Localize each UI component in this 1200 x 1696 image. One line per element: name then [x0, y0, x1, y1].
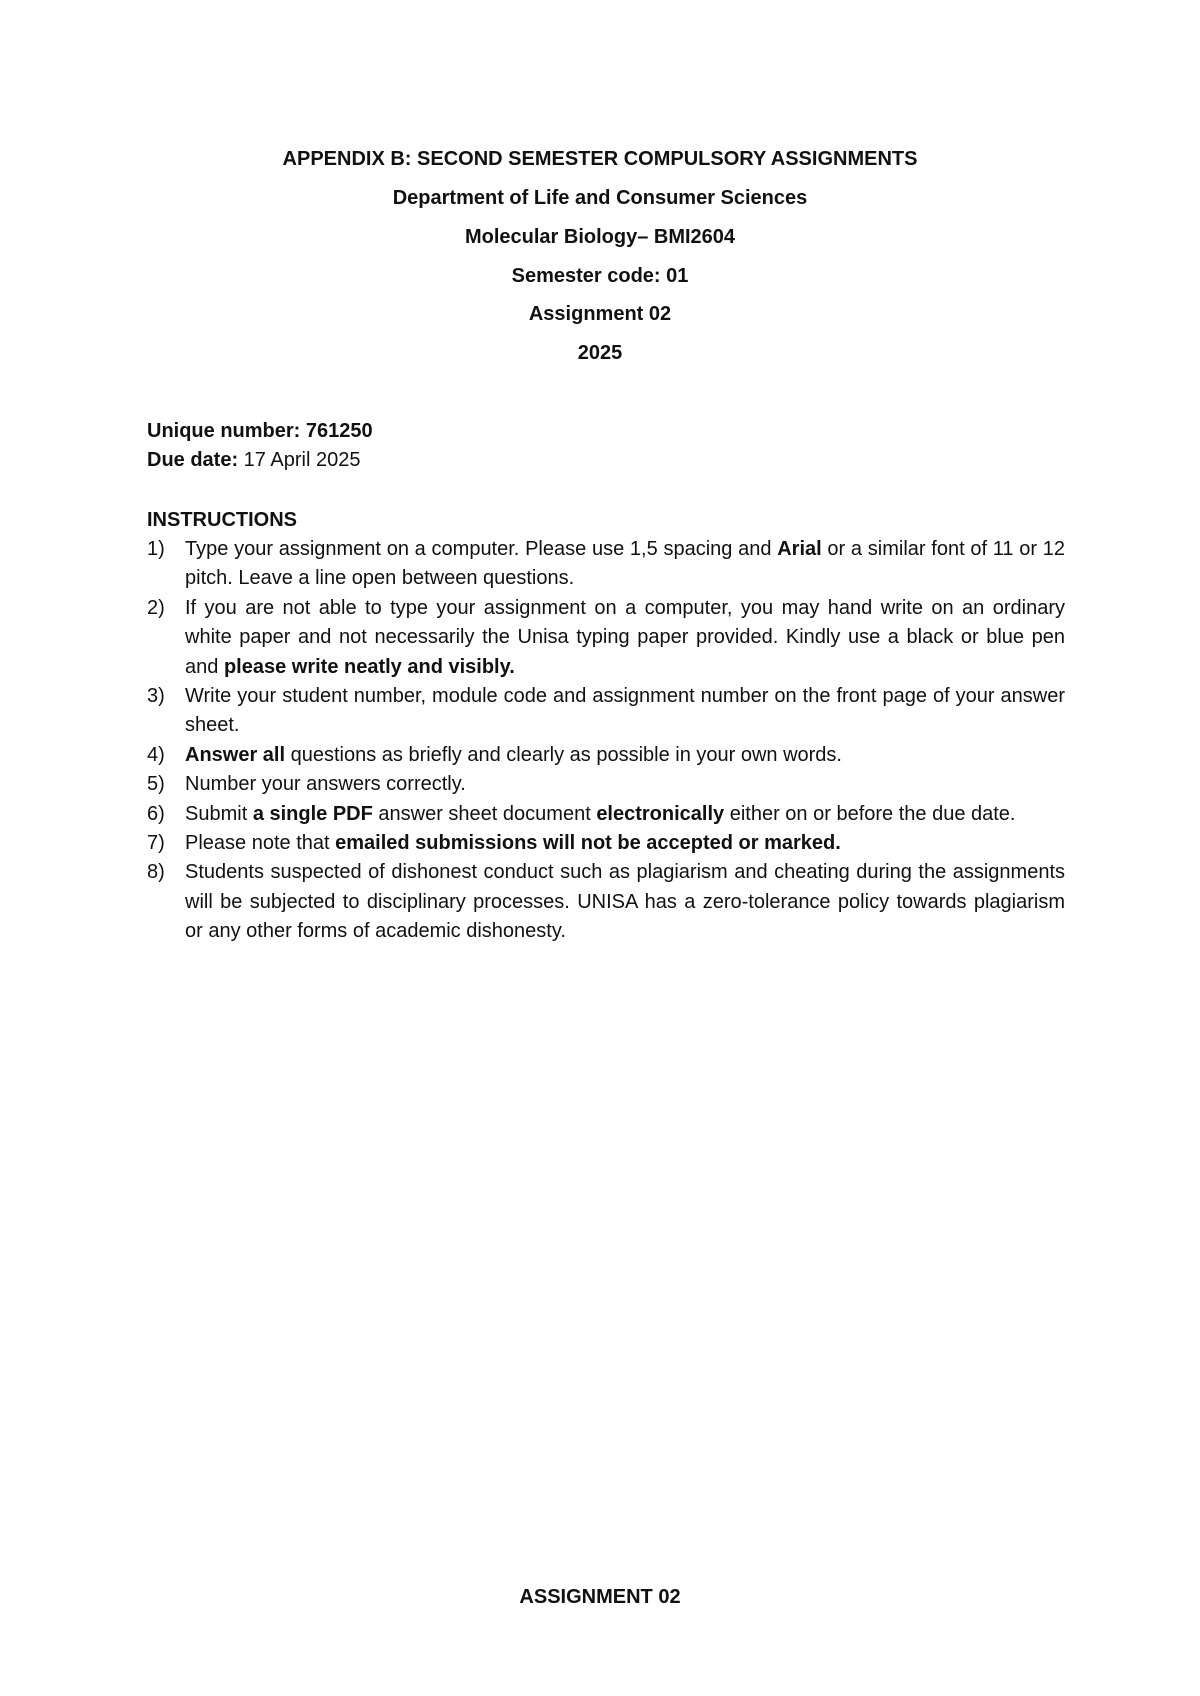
instruction-text: Write your student number, module code and assignment number on the front page of your answer sheet. [185, 685, 1065, 737]
semester-code: Semester code: 01 [511, 265, 689, 287]
instruction-number: 1) [147, 538, 165, 560]
instruction-number: 2) [147, 596, 165, 619]
instruction-number: 4) [147, 743, 165, 766]
instructions-heading: INSTRUCTIONS [147, 509, 297, 531]
instruction-text: Submit [185, 802, 253, 825]
instruction-text: either on or before the due date. [724, 802, 1016, 825]
instruction-item [147, 770, 1065, 799]
module-name: Molecular Biology– BMI2604 [464, 226, 736, 248]
instruction-emphasis: electronically [596, 802, 725, 825]
assignment-year: 2025 [577, 342, 623, 364]
appendix-title: APPENDIX B: SECOND SEMESTER COMPULSORY ASSIGNMENTS [282, 148, 918, 170]
instruction-number: 6) [147, 802, 165, 825]
due-date-value: 17 April 2025 [238, 449, 361, 471]
instruction-item [147, 535, 1065, 594]
instruction-text: Students suspected of dishonest conduct such as plagiarism and cheating during the assignments will be subjected to disciplinary processes. UNISA has a zero-tolerance policy towards plagiarism or any other forms of academic dishonesty. [185, 861, 1065, 943]
instruction-item [147, 741, 1065, 770]
instruction-text: questions as briefly and clearly as possible in your own words. [285, 743, 842, 766]
due-date-label: Due date: [147, 449, 239, 471]
instruction-text: Number your answers correctly. [185, 773, 466, 796]
instruction-item [147, 829, 1065, 858]
instruction-number: 3) [147, 685, 165, 708]
instruction-item [147, 800, 1065, 829]
page-footer: ASSIGNMENT 02 [519, 1586, 681, 1608]
instruction-emphasis: emailed submissions will not be accepted or marked. [335, 832, 841, 855]
instruction-number: 8) [147, 861, 165, 884]
instruction-text: If you are not able to type your assignment on a computer, you may hand write on an ordinary white paper and not necessarily the Unisa typing paper provided. Kindly use a black or blue pen and [185, 596, 1065, 678]
instruction-text: or a similar font of 11 or 12 pitch. Leave a line open between questions. [185, 538, 1065, 590]
department-name: Department of Life and Consumer Sciences [392, 187, 808, 209]
instruction-text: Type your assignment on a computer. Please use 1,5 spacing and [185, 538, 778, 560]
unique-number: Unique number: 761250 [147, 420, 373, 442]
due-date [147, 448, 360, 472]
instruction-number: 5) [147, 773, 165, 796]
instruction-item [147, 682, 1065, 741]
instruction-emphasis: a single PDF [252, 802, 373, 825]
instruction-item [147, 594, 1065, 682]
instruction-item [147, 858, 1065, 946]
instruction-emphasis: Arial [777, 538, 822, 560]
instruction-text: answer sheet document [372, 802, 597, 825]
instructions-list [147, 535, 1065, 947]
instruction-number: 7) [147, 832, 165, 855]
instruction-emphasis: Answer all [185, 743, 286, 766]
instruction-emphasis: please write neatly and visibly. [223, 655, 515, 678]
instruction-text: Please note that [185, 832, 336, 855]
assignment-title: Assignment 02 [528, 303, 672, 325]
